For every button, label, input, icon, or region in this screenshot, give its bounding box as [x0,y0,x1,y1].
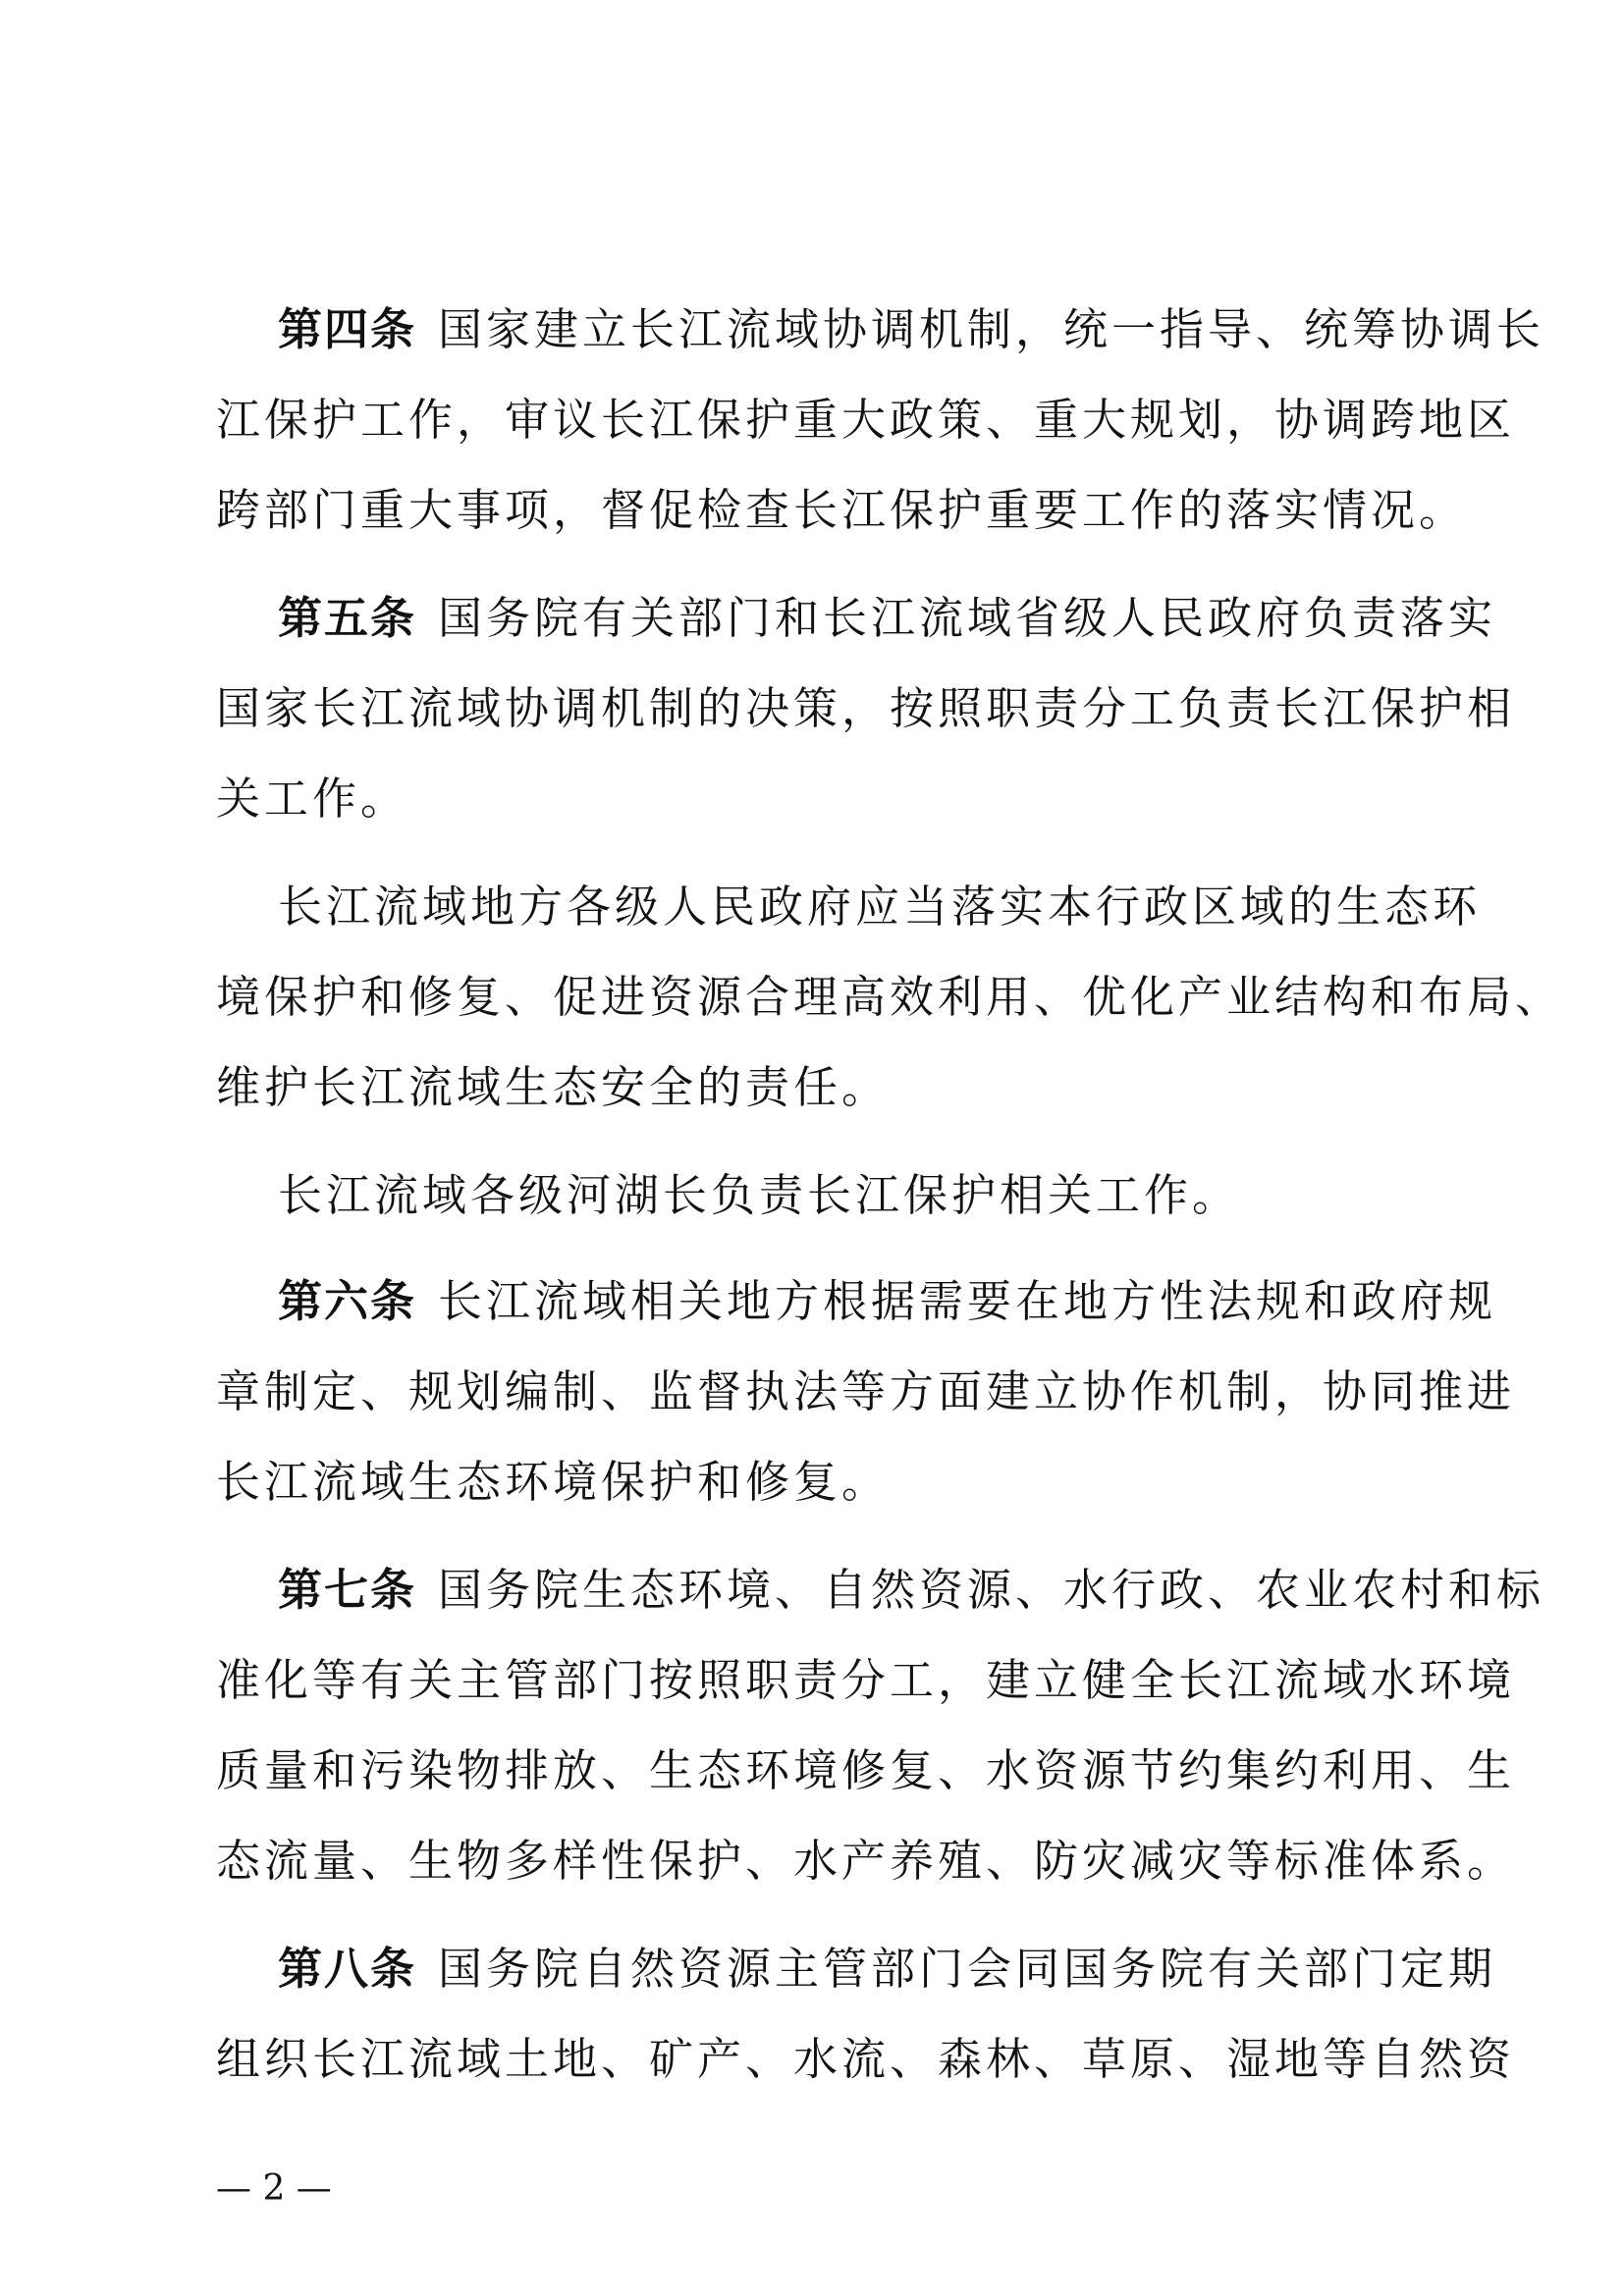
article-7-text-1: 国务院生态环境、自然资源、水行政、农业农村和标 [438,1564,1545,1616]
article-8-heading: 第八条 [278,1943,417,1995]
article-4-line-1 [278,300,1544,359]
article-5-line-1 [278,589,1496,648]
article-5-line-3: 关工作。 [216,773,409,825]
article-5-line-2: 国家长江流域协调机制的决策，按照职责分工负责长江保护相 [216,682,1516,734]
article-4-text-1: 国家建立长江流域协调机制，统一指导、统筹协调长 [438,303,1545,355]
article-5-heading: 第五条 [278,592,417,644]
article-7-line-2: 准化等有关主管部门按照职责分工，建立健全长江流域水环境 [216,1654,1516,1706]
article-7-heading: 第七条 [278,1564,417,1616]
paragraph-river-chief-line-1: 长江流域各级河湖长负责长江保护相关工作。 [278,1169,1241,1221]
article-6-line-2: 章制定、规划编制、监督执法等方面建立协作机制，协同推进 [216,1365,1516,1417]
article-6-line-3: 长江流域生态环境保护和修复。 [216,1456,891,1508]
article-8-line-1 [278,1940,1496,1999]
article-8-line-2: 组织长江流域土地、矿产、水流、森林、草原、湿地等自然资 [216,2033,1516,2085]
paragraph-local-gov-line-3: 维护长江流域生态安全的责任。 [216,1061,891,1113]
paragraph-local-gov-line-1: 长江流域地方各级人民政府应当落实本行政区域的生态环 [278,881,1482,933]
article-6-text-1: 长江流域相关地方根据需要在地方性法规和政府规 [438,1275,1497,1327]
paragraph-local-gov-line-2: 境保护和修复、促进资源合理高效利用、优化产业结构和布局、 [216,971,1564,1023]
article-7-line-3: 质量和污染物排放、生态环境修复、水资源节约集约利用、生 [216,1744,1516,1796]
article-4-line-2: 江保护工作，审议长江保护重大政策、重大规划，协调跨地区 [216,394,1516,446]
article-5-text-1: 国务院有关部门和长江流域省级人民政府负责落实 [438,592,1497,644]
article-4-heading: 第四条 [278,303,417,355]
article-8-text-1: 国务院自然资源主管部门会同国务院有关部门定期 [438,1943,1497,1995]
article-4-line-3: 跨部门重大事项，督促检查长江保护重要工作的落实情况。 [216,484,1468,536]
article-7-line-4: 态流量、生物多样性保护、水产养殖、防灾减灾等标准体系。 [216,1835,1516,1887]
article-6-line-1 [278,1272,1496,1331]
page-number: — 2 — [216,2168,332,2209]
article-7-line-1 [278,1561,1544,1620]
article-6-heading: 第六条 [278,1275,417,1327]
